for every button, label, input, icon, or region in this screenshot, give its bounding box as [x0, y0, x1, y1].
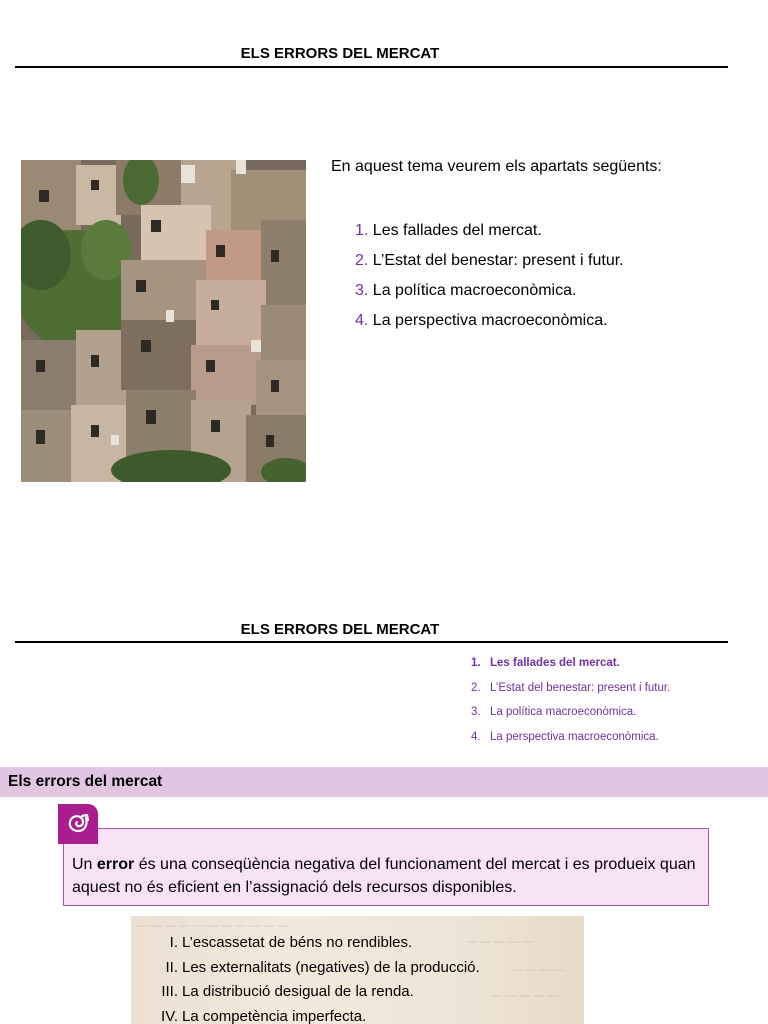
- topic-text: La política macroeconòmica.: [372, 282, 577, 299]
- list-item: [355, 221, 624, 251]
- topic-text: Les fallades del mercat.: [490, 657, 620, 669]
- background-texture: — — — — —: [466, 936, 534, 948]
- error-text: La competència imperfecta.: [182, 1007, 367, 1024]
- background-texture: — — — —: [511, 964, 565, 976]
- roman-numeral: II.: [165, 958, 178, 976]
- error-text: La distribució desigual de la renda.: [182, 983, 414, 1000]
- definition-term: error: [96, 856, 135, 873]
- textbook-excerpt: [131, 916, 584, 1024]
- topic-text: La perspectiva macroeconòmica.: [372, 312, 608, 329]
- shantytown-photo: [21, 160, 306, 482]
- spiral-arrow-icon: [58, 804, 98, 844]
- section-heading: Els errors del mercat: [8, 773, 163, 790]
- list-item: [131, 933, 480, 958]
- definition-box: [63, 828, 709, 906]
- list-item: [355, 251, 624, 281]
- definition-text: és una conseqüència negativa del funcionament del mercat i es produeix quan aquest no és eficient en l’assignació dels recursos disponibles.: [72, 856, 696, 896]
- error-text: L’escassetat de béns no rendibles.: [182, 934, 413, 951]
- roman-numeral: I.: [169, 934, 178, 951]
- list-item[interactable]: [471, 729, 670, 754]
- slide-2-title: ELS ERRORS DEL MERCAT: [240, 621, 440, 638]
- topic-navigator: [471, 655, 670, 753]
- topic-number: 3.: [471, 706, 481, 718]
- section-heading-bar: [0, 767, 768, 797]
- topic-number: 4.: [471, 730, 481, 743]
- topic-text: La política macroeconòmica.: [490, 706, 637, 718]
- topic-number: 3.: [355, 282, 369, 299]
- list-item: [131, 1007, 480, 1024]
- topic-number: 2.: [471, 681, 481, 694]
- topic-list: [355, 221, 624, 341]
- list-item[interactable]: [471, 655, 670, 680]
- slide-1-title: ELS ERRORS DEL MERCAT: [240, 45, 440, 62]
- list-item: [131, 982, 480, 1007]
- topic-text: Les fallades del mercat.: [372, 222, 542, 239]
- definition-prefix: Un: [72, 856, 97, 873]
- topic-text: L’Estat del benestar: present i futur.: [490, 681, 671, 694]
- list-item[interactable]: [471, 704, 670, 729]
- topic-number: 1.: [355, 222, 369, 239]
- list-item: [355, 311, 624, 341]
- errors-list: [131, 933, 480, 1024]
- error-text: Les externalitats (negatives) de la producció.: [182, 958, 480, 976]
- background-texture: — — — — — — — — — — —: [137, 920, 289, 932]
- topic-text: L’Estat del benestar: present i futur.: [372, 252, 624, 269]
- list-item: [131, 958, 480, 983]
- title-underline: [15, 66, 728, 68]
- intro-text: En aquest tema veurem els apartats següents:: [331, 158, 662, 175]
- title-underline: [15, 641, 728, 643]
- roman-numeral: IV.: [161, 1007, 178, 1024]
- definition-tab: [58, 804, 98, 844]
- topic-number: 1.: [471, 657, 481, 669]
- background-texture: — — — — —: [491, 990, 559, 1002]
- topic-text: La perspectiva macroeconòmica.: [490, 730, 659, 743]
- roman-numeral: III.: [161, 983, 178, 1000]
- list-item[interactable]: [471, 680, 670, 705]
- topic-number: 4.: [355, 312, 369, 329]
- list-item: [355, 281, 624, 311]
- topic-number: 2.: [355, 252, 369, 269]
